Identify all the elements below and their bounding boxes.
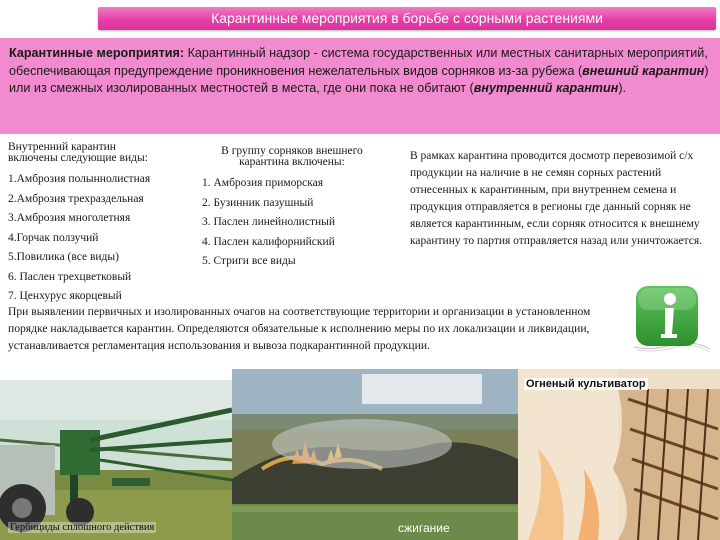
fire-cultivator-caption: Огненый культиватор xyxy=(526,378,646,390)
list-item: 2.Амброзия трехраздельная xyxy=(8,192,144,205)
internal-quarantine-list xyxy=(8,170,198,307)
list-item: 5. Стриги все виды xyxy=(202,255,296,267)
definition-box xyxy=(0,38,720,134)
page-title: Карантинные мероприятия в борьбе с сорными растениями xyxy=(211,10,603,26)
internal-quarantine-heading: Внутренний карантин xyxy=(8,141,116,153)
list-item: 4.Горчак ползучий xyxy=(8,231,99,244)
burning-caption: сжигание xyxy=(398,521,450,535)
definition-text-3: ). xyxy=(618,81,627,95)
list-item: 4. Паслен калифорнийский xyxy=(202,235,335,248)
external-quarantine-list xyxy=(202,174,402,272)
title-bar xyxy=(98,7,716,30)
definition-term: Карантинные мероприятия: xyxy=(9,46,185,60)
definition-external-quarantine: внешний карантин xyxy=(582,63,705,78)
list-item: 5.Повилика (все виды) xyxy=(8,251,119,263)
herbicide-sprayer-photo xyxy=(0,380,232,540)
info-i-icon xyxy=(632,283,712,353)
definition-text-2: ) или из смежных изолированных местностей в места, где они пока не обитают ( xyxy=(9,63,709,95)
definition-text-1: Карантинный надзор - система государственных или местных санитарных мероприятий, обеспечивающая предупреждение проникновения нежелательных видов сорняков из-за рубежа ( xyxy=(9,46,708,78)
list-item: 1.Амброзия полыннолистная xyxy=(8,173,151,185)
list-item: 1. Амброзия приморская xyxy=(202,177,324,189)
external-quarantine-column xyxy=(202,146,402,272)
list-item: 3.Амброзия многолетняя xyxy=(8,212,131,224)
internal-quarantine-column xyxy=(8,142,198,307)
list-item: 2. Бузинник пазушный xyxy=(202,196,314,209)
definition-internal-quarantine: внутренний карантин xyxy=(473,81,619,95)
inspection-text: В рамках карантина проводится досмотр перевозимой с/х продукции на наличие в не семян сорных растений отнесенных к карантинным, при внутреннем семена и продукция отправляется в регионы где данный сорняк не является карантинным, если сорняк относится к внешнему карантину то партия отправляется назад или уничтожается. xyxy=(410,150,702,247)
herbicide-caption: Гербициды сплошного действия xyxy=(10,522,155,533)
foci-text: При выявлении первичных и изолированных очагов на соответствующие территории и организации в установленном порядке накладывается карантин. Определяются обязательные к исполнению меры по их локализации и ликвидации, устанавливается регламентация использования и вывоза подкарантинной продукции. xyxy=(8,305,591,352)
external-quarantine-heading: В группу сорняков внешнего xyxy=(221,145,363,157)
list-item: 3. Паслен линейнолистный xyxy=(202,216,336,228)
fire-cultivator-photo xyxy=(518,369,720,540)
external-quarantine-subheading: карантина включены: xyxy=(239,156,345,168)
list-item: 6. Паслен трехцветковый xyxy=(8,270,132,283)
internal-quarantine-subheading: включены следующие виды: xyxy=(8,152,148,164)
field-burning-photo xyxy=(232,369,518,540)
list-item: 7. Ценхурус якорцевый xyxy=(8,290,122,302)
